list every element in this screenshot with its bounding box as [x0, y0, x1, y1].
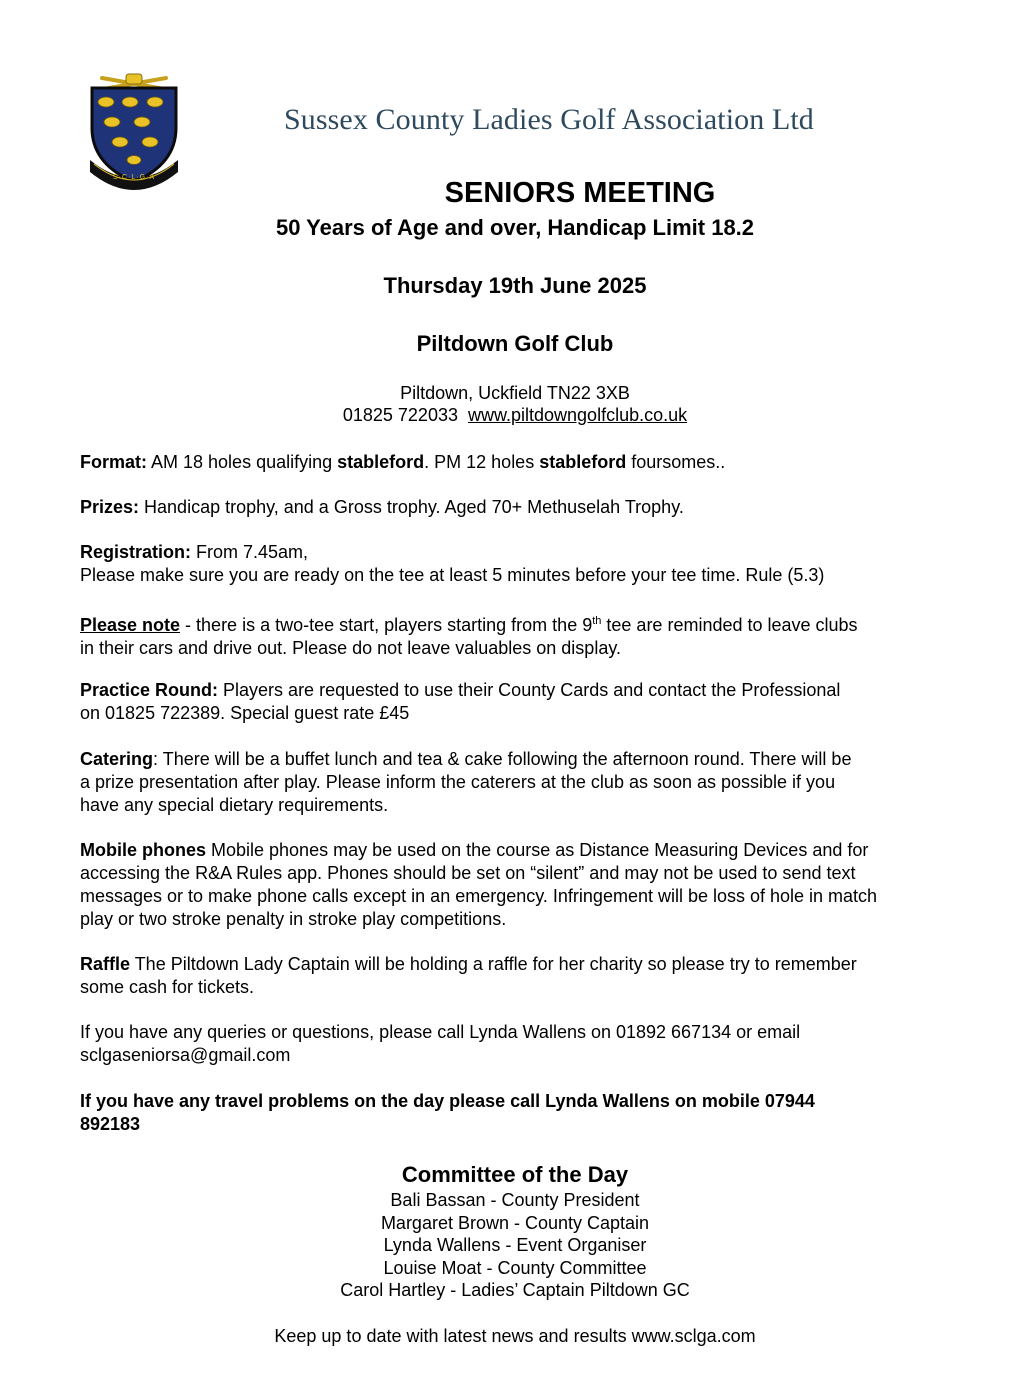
- format-label: Format:: [80, 452, 147, 472]
- practice-line-2: on 01825 722389. Special guest rate £45: [80, 703, 410, 723]
- note-superscript: th: [592, 615, 602, 627]
- sclga-crest-logo: [82, 72, 186, 194]
- meeting-title: SENIORS MEETING: [444, 177, 716, 209]
- committee-member: Margaret Brown - County Captain: [380, 1212, 650, 1233]
- mobile-line-3: messages or to make phone calls except in an emergency. Infringement will be loss of hole in match: [80, 886, 878, 906]
- queries-line-1: If you have any queries or questions, please call Lynda Wallens on 01892 667134 or email: [80, 1022, 801, 1042]
- venue-website-link[interactable]: www.piltdowngolfclub.co.uk: [468, 405, 688, 425]
- note-paragraph: [80, 610, 960, 660]
- crest-letters: S·C·L·G·A: [112, 174, 156, 181]
- note-text: - there is a two-tee start, players starting from the 9: [180, 615, 593, 635]
- note-label: Please note: [80, 615, 181, 635]
- committee-list: [5, 1189, 1020, 1302]
- registration-paragraph: [80, 541, 960, 587]
- format-text: AM 18 holes qualifying: [147, 452, 338, 472]
- mobile-label: Mobile phones: [80, 840, 206, 860]
- registration-text: From 7.45am,: [191, 542, 309, 562]
- raffle-line-2: some cash for tickets.: [80, 977, 255, 997]
- format-bold-1: stableford: [337, 452, 425, 472]
- catering-line-2: a prize presentation after play. Please inform the caterers at the club as soon as possible if you: [80, 772, 836, 792]
- format-paragraph: [80, 451, 960, 474]
- prizes-text: Handicap trophy, and a Gross trophy. Aged 70+ Methuselah Trophy.: [139, 497, 684, 517]
- note-line-2: in their cars and drive out. Please do not leave valuables on display.: [80, 638, 621, 658]
- queries-email[interactable]: sclgaseniorsa@gmail.com: [80, 1045, 291, 1065]
- committee-member: Louise Moat - County Committee: [383, 1257, 647, 1278]
- mobile-text: Mobile phones may be used on the course as Distance Measuring Devices and for: [206, 840, 869, 860]
- committee-member: Carol Hartley - Ladies’ Captain Piltdown GC: [340, 1280, 690, 1301]
- practice-label: Practice Round:: [80, 680, 219, 700]
- catering-label: Catering: [80, 749, 154, 769]
- venue-contact: [5, 405, 1020, 426]
- raffle-paragraph: [80, 953, 960, 999]
- mobile-paragraph: [80, 839, 960, 931]
- committee-member: Bali Bassan - County President: [390, 1190, 640, 1210]
- registration-label: Registration:: [80, 542, 192, 562]
- raffle-label: Raffle: [80, 954, 131, 974]
- venue-phone: 01825 722033: [342, 405, 458, 425]
- venue-name: Piltdown Golf Club: [416, 331, 614, 356]
- raffle-text: The Piltdown Lady Captain will be holding a raffle for her charity so please try to remember: [130, 954, 857, 974]
- travel-line-2: 892183: [80, 1114, 141, 1134]
- mobile-line-4: play or two stroke penalty in stroke play competitions.: [80, 909, 507, 929]
- committee-member: Lynda Wallens - Event Organiser: [383, 1235, 647, 1256]
- practice-text: Players are requested to use their County Cards and contact the Professional: [218, 680, 841, 700]
- format-text-3: foursomes..: [626, 452, 726, 472]
- meeting-subtitle: 50 Years of Age and over, Handicap Limit 18.2: [275, 215, 755, 240]
- prizes-paragraph: [80, 496, 960, 519]
- catering-line-3: have any special dietary requirements.: [80, 795, 389, 815]
- meeting-date: Thursday 19th June 2025: [383, 273, 647, 298]
- organisation-name: Sussex County Ladies Golf Association Ltd: [284, 103, 814, 136]
- committee-title: Committee of the Day: [401, 1162, 629, 1187]
- format-bold-2: stableford: [539, 452, 627, 472]
- mobile-line-2: accessing the R&A Rules app. Phones should be set on “silent” and may not be used to send text: [80, 863, 856, 883]
- catering-text: : There will be a buffet lunch and tea & cake following the afternoon round. There will be: [153, 749, 852, 769]
- travel-paragraph: [80, 1090, 960, 1136]
- practice-paragraph: [80, 679, 960, 725]
- venue-address: Piltdown, Uckfield TN22 3XB: [400, 383, 630, 403]
- travel-line-1: If you have any travel problems on the day please call Lynda Wallens on mobile 07944: [80, 1091, 815, 1111]
- registration-line-2: Please make sure you are ready on the tee at least 5 minutes before your tee time. Rule (5.3): [80, 565, 825, 585]
- format-text-2: . PM 12 holes: [424, 452, 540, 472]
- queries-paragraph: [80, 1021, 960, 1067]
- footer-text: Keep up to date with latest news and results www.sclga.com: [274, 1326, 756, 1346]
- catering-paragraph: [80, 748, 960, 817]
- prizes-label: Prizes:: [80, 497, 140, 517]
- note-text-2: tee are reminded to leave clubs: [601, 615, 858, 635]
